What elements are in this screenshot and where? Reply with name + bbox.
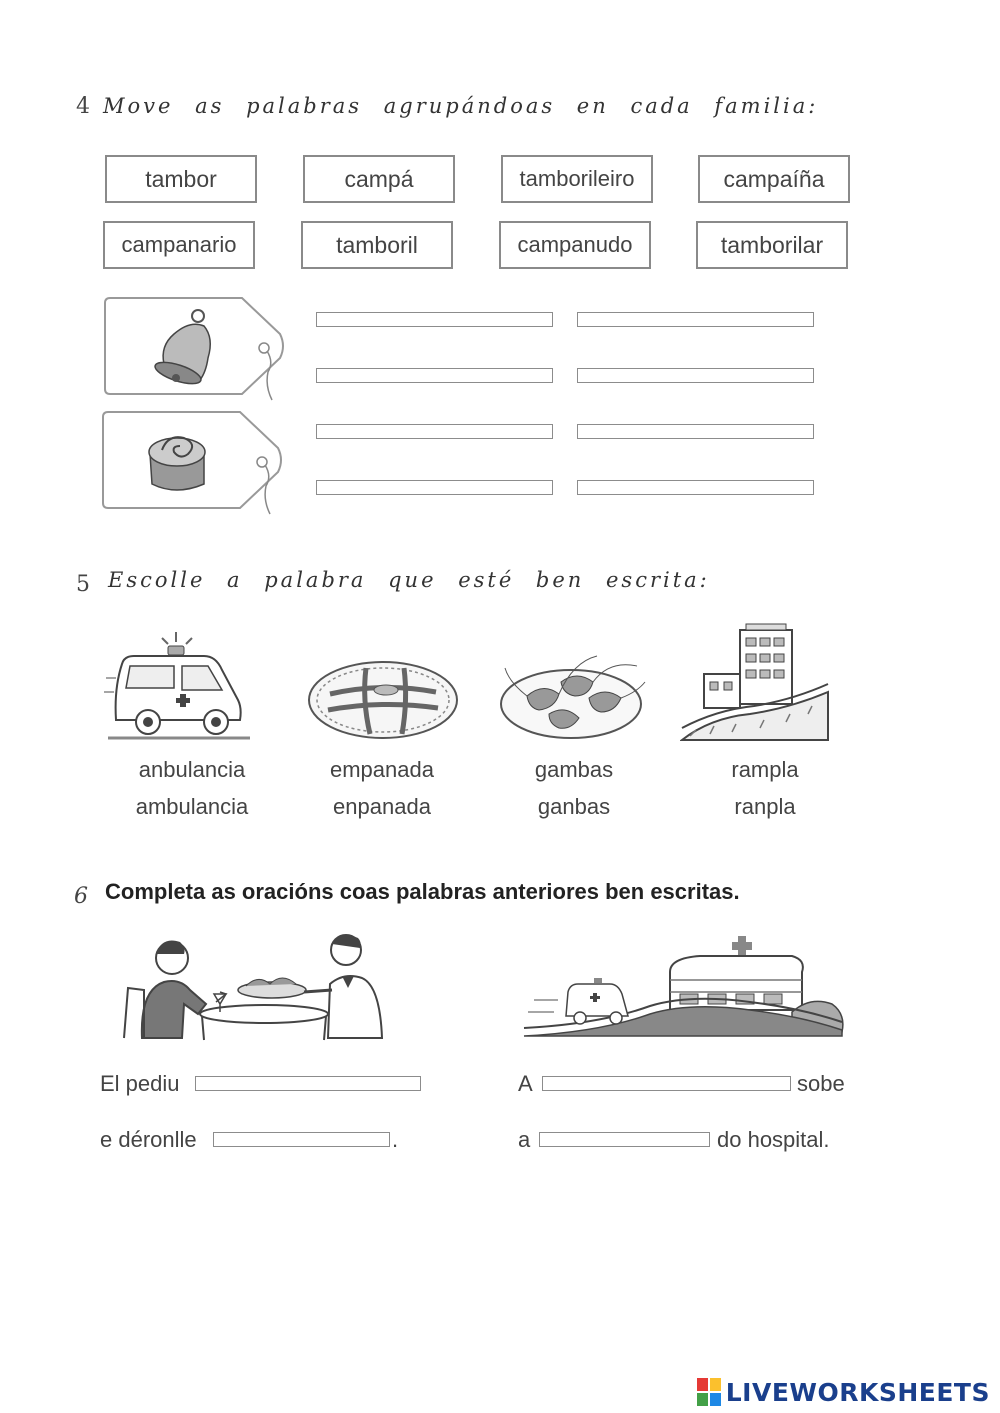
choice-ramp-2[interactable]: ranpla: [734, 794, 796, 819]
sentence-left-2-end: .: [392, 1127, 399, 1152]
logo-blocks-icon: [696, 1377, 724, 1407]
drop-slot-bell-2[interactable]: [577, 312, 814, 327]
hospital-scene-icon: [520, 932, 845, 1044]
instruction-4: Move as palabras agrupándoas en cada familia:: [103, 94, 819, 118]
question-number-6: 6: [74, 884, 88, 909]
drop-slot-bell-4[interactable]: [577, 368, 814, 383]
word-tile[interactable]: tamboril: [301, 221, 453, 269]
choice-ramp-1[interactable]: rampla: [731, 757, 799, 782]
choice-ambulance-1[interactable]: anbulancia: [138, 757, 246, 782]
sentence-right-2-end: do hospital.: [717, 1127, 830, 1152]
bell-family-tag: [102, 296, 287, 404]
word-tile[interactable]: campá: [303, 155, 455, 203]
restaurant-scene-icon: [120, 928, 410, 1046]
word-tile[interactable]: campanario: [103, 221, 255, 269]
drop-slot-drum-1[interactable]: [316, 424, 553, 439]
sentence-right-1-start: A: [518, 1071, 533, 1096]
sentence-right-2-start: a: [518, 1127, 531, 1152]
choice-empanada-1[interactable]: empanada: [330, 757, 434, 782]
logo-text: LIVEWORKSHEETS: [725, 1377, 990, 1407]
drop-slot-bell-1[interactable]: [316, 312, 553, 327]
sentence-right-1-end: sobe: [797, 1071, 845, 1096]
ambulance-icon: [104, 628, 254, 746]
question-number-4: 4: [76, 94, 90, 119]
liveworksheets-logo: [696, 1377, 990, 1407]
choice-prawns-2[interactable]: ganbas: [537, 794, 611, 819]
choice-prawns-1[interactable]: gambas: [534, 757, 614, 782]
blank-right-2[interactable]: [539, 1132, 710, 1147]
question-number-5: 5: [76, 572, 90, 597]
word-tile[interactable]: tamborilar: [696, 221, 848, 269]
choice-ambulance-2[interactable]: ambulancia: [135, 794, 249, 819]
word-tile[interactable]: tamborileiro: [501, 155, 653, 203]
empanada-icon: [306, 656, 460, 744]
instruction-5: Escolle a palabra que esté ben escrita:: [108, 568, 710, 592]
choice-empanada-2[interactable]: enpanada: [333, 794, 431, 819]
drum-icon: [149, 437, 205, 490]
blank-left-1[interactable]: [195, 1076, 421, 1091]
drop-slot-drum-4[interactable]: [577, 480, 814, 495]
blank-left-2[interactable]: [213, 1132, 390, 1147]
word-tile[interactable]: campaíña: [698, 155, 850, 203]
sentence-left-1-text: El pediu: [100, 1071, 180, 1096]
instruction-6: Completa as oracións coas palabras anteriores ben escritas.: [105, 879, 740, 904]
prawns-icon: [497, 652, 647, 746]
ramp-building-icon: [680, 622, 830, 744]
sentence-left-2-text: e déronlle: [100, 1127, 197, 1152]
drop-slot-drum-2[interactable]: [577, 424, 814, 439]
blank-right-1[interactable]: [542, 1076, 791, 1091]
word-tile[interactable]: tambor: [105, 155, 257, 203]
drop-slot-bell-3[interactable]: [316, 368, 553, 383]
drop-slot-drum-3[interactable]: [316, 480, 553, 495]
word-tile[interactable]: campanudo: [499, 221, 651, 269]
drum-family-tag: [100, 410, 285, 518]
